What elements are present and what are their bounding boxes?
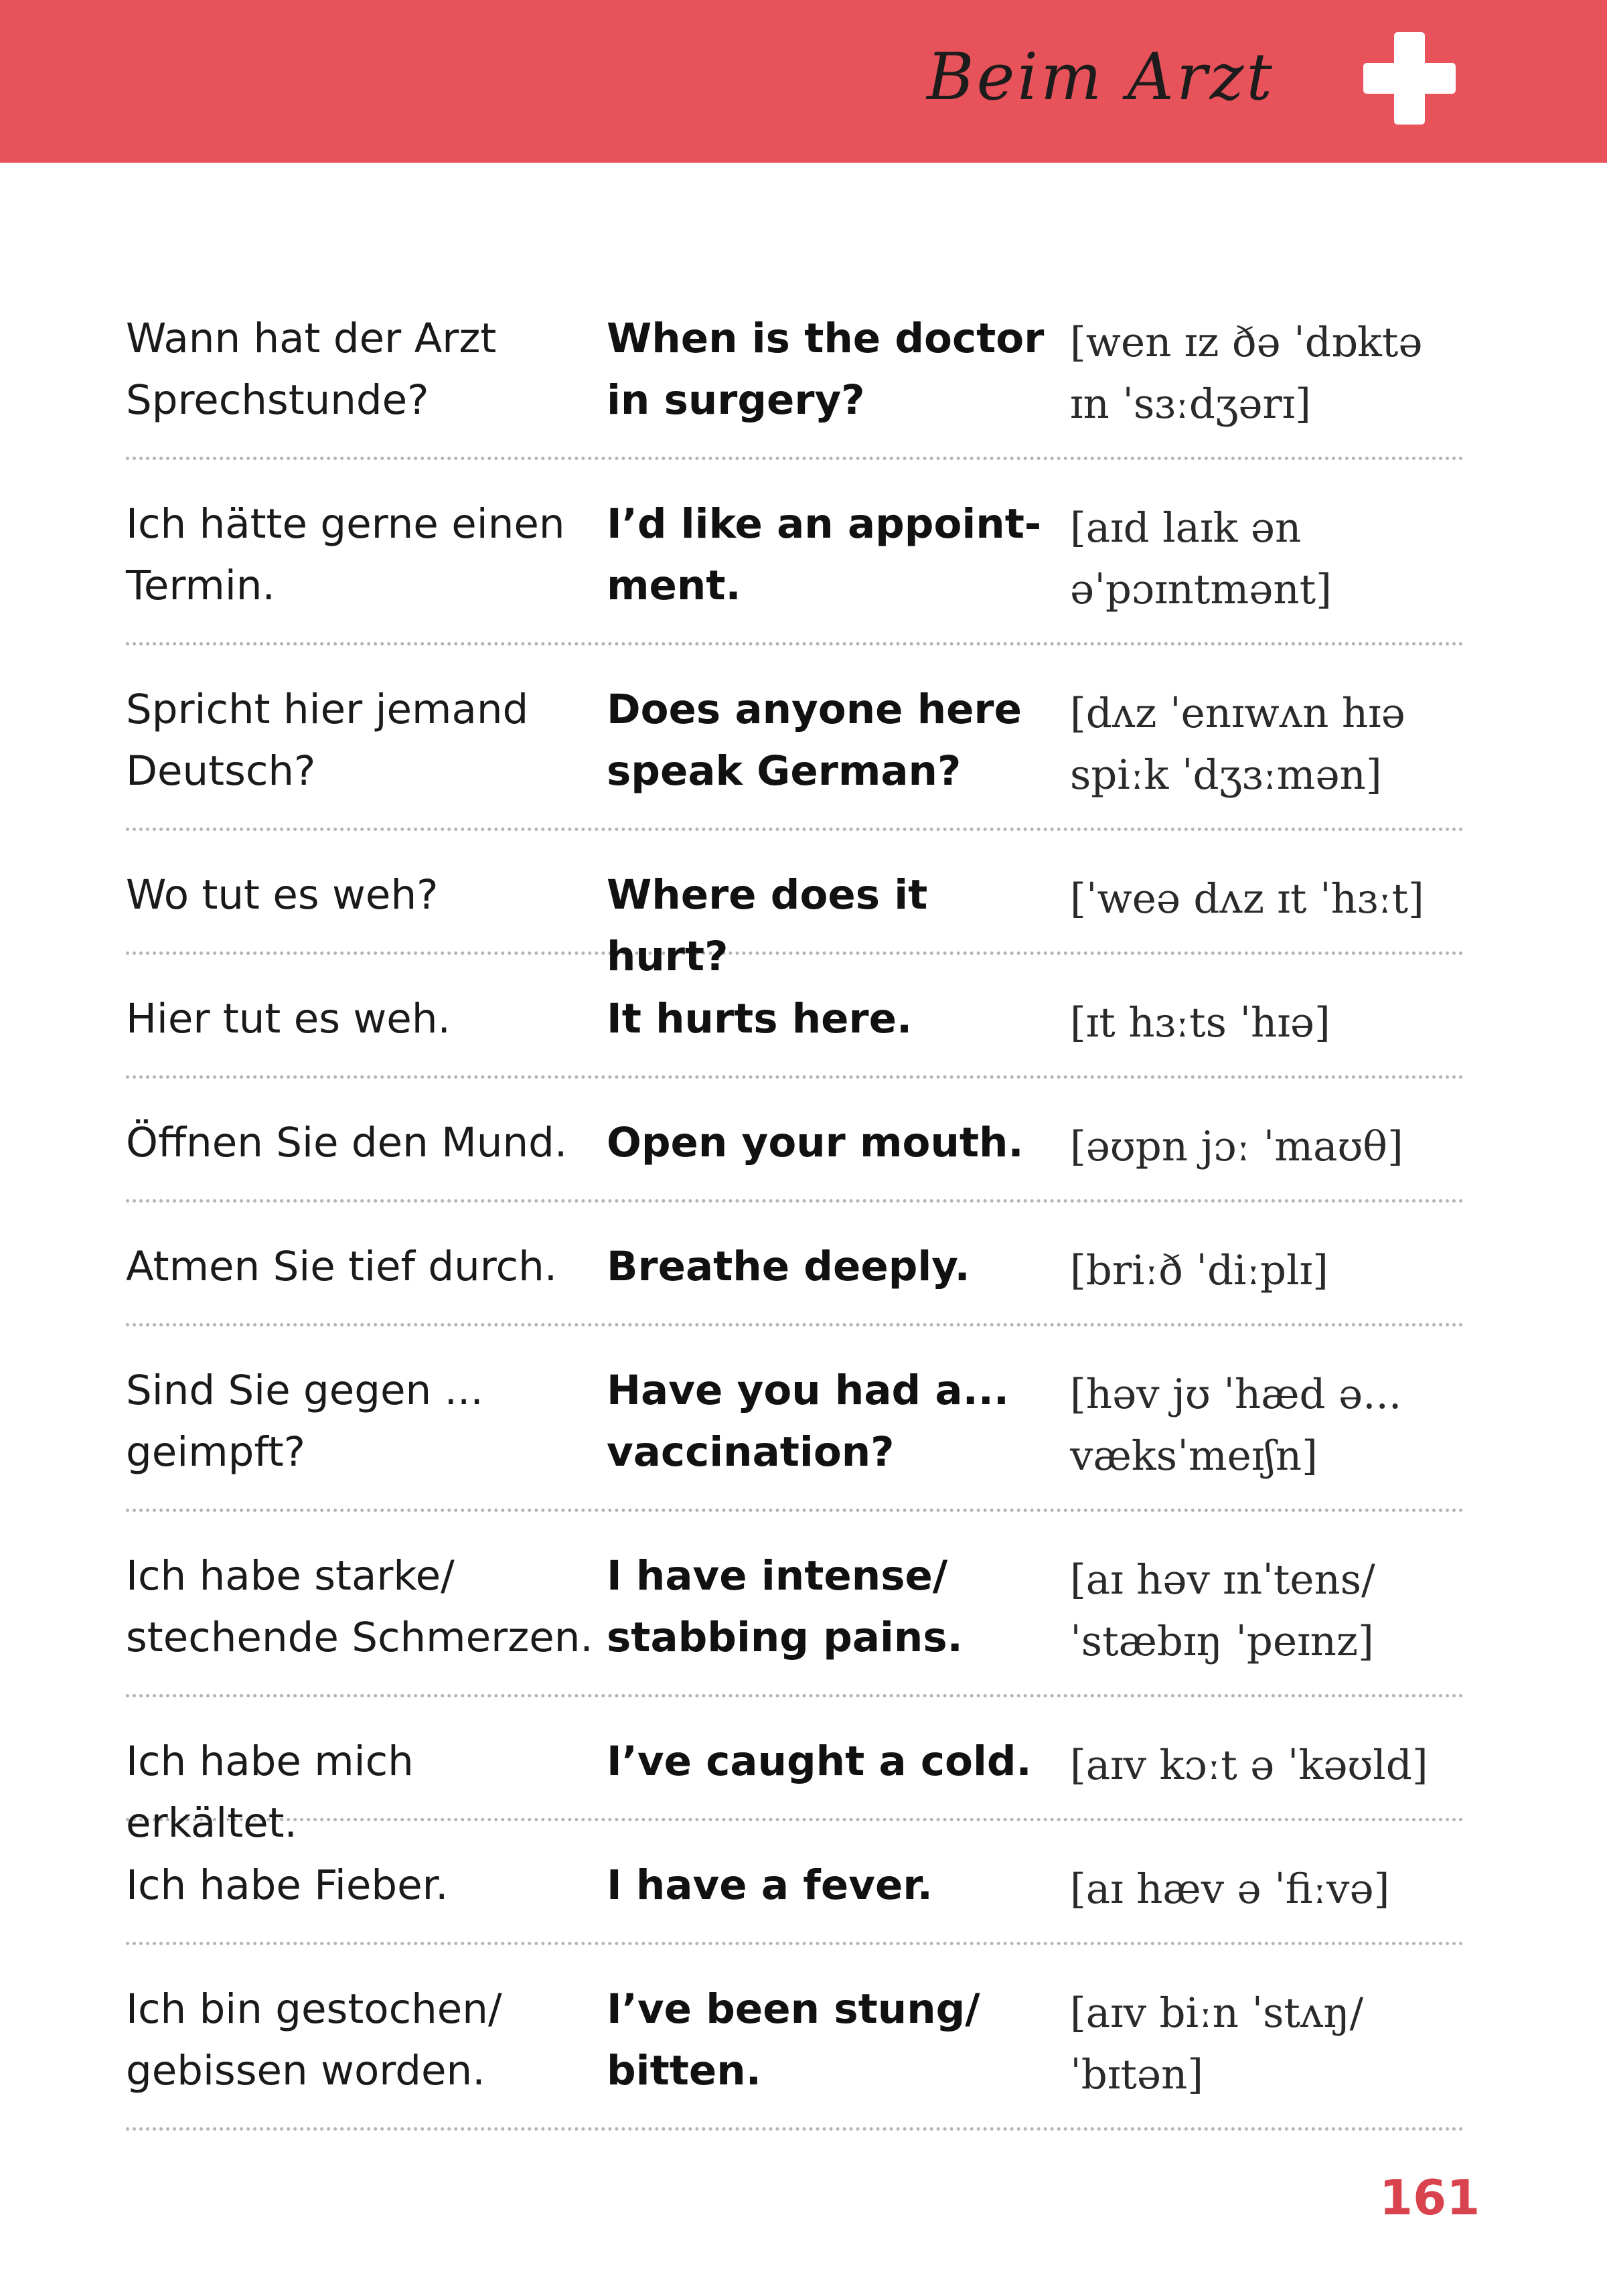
phrase-row	[126, 1821, 1464, 1945]
english-phrase: Open your mouth.	[607, 1119, 1024, 1166]
phrase-row	[126, 645, 1464, 831]
english-phrase: I have intense/ stabbing pains.	[607, 1552, 963, 1661]
english-phrase: I’ve been stung/ bitten.	[607, 1985, 980, 2094]
phrase-row	[126, 1203, 1464, 1326]
english-phrase: Where does it hurt?	[607, 871, 928, 980]
german-phrase: Hier tut es weh.	[126, 995, 451, 1043]
german-phrase: Atmen Sie tief durch.	[126, 1243, 558, 1290]
ipa-transcription: [aɪv biːn ˈstʌŋ/ ˈbɪtən]	[1070, 1989, 1364, 2098]
phrase-row	[126, 275, 1464, 460]
ipa-transcription: [həv jʊ ˈhæd ə... væksˈmeɪʃn]	[1070, 1371, 1402, 1480]
phrase-row	[126, 831, 1464, 980]
ipa-transcription: [ˈweə dʌz ɪt ˈhɜːt]	[1070, 875, 1424, 923]
ipa-transcription: [wen ɪz ðə ˈdɒktə ɪn ˈsɜːdʒərɪ]	[1070, 319, 1423, 428]
german-phrase: Ich habe starke/ stechende Schmerzen.	[126, 1552, 593, 1661]
english-phrase: When is the doctor in surgery?	[607, 315, 1045, 424]
ipa-transcription: [aɪ həv ɪnˈtens/ ˈstæbɪŋ ˈpeɪnz]	[1070, 1556, 1375, 1665]
phrase-row	[126, 1945, 1464, 2131]
german-phrase: Wo tut es weh?	[126, 871, 439, 919]
ipa-transcription: [aɪ hæv ə ˈfiːvə]	[1070, 1865, 1390, 1913]
ipa-transcription: [aɪv kɔːt ə ˈkəʊld]	[1070, 1742, 1428, 1789]
ipa-transcription: [əʊpn jɔː ˈmaʊθ]	[1070, 1123, 1403, 1170]
german-phrase: Öffnen Sie den Mund.	[126, 1119, 568, 1166]
phrase-row	[126, 1512, 1464, 1697]
page-number: 161	[1379, 2169, 1480, 2226]
phrase-table	[126, 275, 1464, 2131]
english-phrase: It hurts here.	[607, 995, 913, 1043]
phrase-row	[126, 955, 1464, 1079]
german-phrase: Ich habe mich erkältet.	[126, 1738, 414, 1847]
chapter-header-bar	[0, 0, 1607, 163]
german-phrase: Wann hat der Arzt Sprechstunde?	[126, 315, 497, 424]
ipa-transcription: [dʌz ˈenɪwʌn hɪə spiːk ˈdʒɜːmən]	[1070, 690, 1405, 799]
english-phrase: Have you had a... vaccination?	[607, 1367, 1010, 1476]
phrase-row	[126, 1697, 1464, 1847]
german-phrase: Ich bin gestochen/ gebissen worden.	[126, 1985, 502, 2094]
english-phrase: I’d like an appoint- ment.	[607, 500, 1042, 609]
ipa-transcription: [briːð ˈdiːplɪ]	[1070, 1247, 1328, 1294]
german-phrase: Sind Sie gegen ... geimpft?	[126, 1367, 483, 1476]
phrase-row	[126, 460, 1464, 645]
ipa-transcription: [ɪt hɜːts ˈhɪə]	[1070, 999, 1330, 1047]
english-phrase: Does anyone here speak German?	[607, 686, 1022, 795]
english-phrase: Breathe deeply.	[607, 1243, 970, 1290]
medical-cross-icon	[1358, 27, 1461, 130]
german-phrase: Spricht hier jemand Deutsch?	[126, 686, 529, 795]
english-phrase: I have a fever.	[607, 1861, 933, 1909]
english-phrase: I’ve caught a cold.	[607, 1738, 1032, 1785]
chapter-title: Beim Arzt	[927, 40, 1275, 114]
phrase-row	[126, 1326, 1464, 1512]
ipa-transcription: [aɪd laɪk ən əˈpɔɪntmənt]	[1070, 504, 1332, 613]
phrase-row	[126, 1079, 1464, 1203]
german-phrase: Ich hätte gerne einen Termin.	[126, 500, 565, 609]
german-phrase: Ich habe Fieber.	[126, 1861, 449, 1909]
